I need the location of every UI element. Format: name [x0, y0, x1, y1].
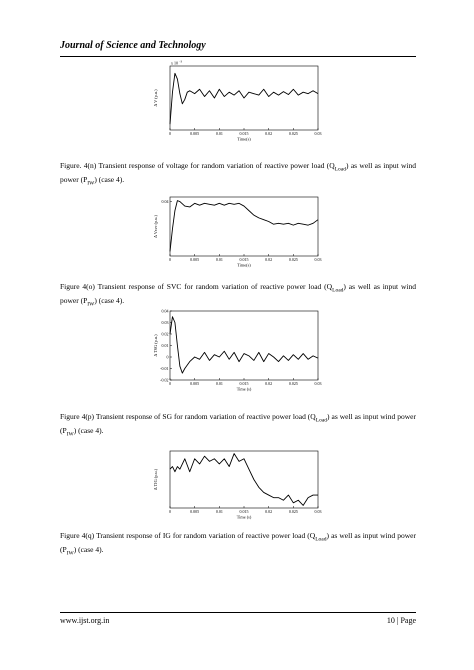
journal-header: Journal of Science and Technology	[60, 40, 206, 51]
x-axis-label: Time(s)	[237, 262, 251, 268]
footer-rule	[60, 612, 416, 613]
x-tick-label: 0.025	[288, 257, 298, 262]
y-axis-label: Δ V (p.u.)	[153, 89, 158, 107]
caption-4q: Figure 4(q) Transient response of IG for random variation of reactive power load $(Q_{Load})$ as well as input wind power $(P_{IW})$ (case 4).	[60, 531, 416, 557]
y-tick-label: -0.01	[160, 365, 169, 371]
y-tick-label: 0.01	[161, 342, 169, 348]
figure-4o	[150, 191, 326, 271]
footer-site: www.ijst.org.in	[60, 616, 110, 625]
x-tick-label: 0	[169, 509, 171, 514]
x-axis-label: Time (s)	[236, 514, 252, 520]
x-tick-label: 0.02	[265, 381, 273, 386]
x-tick-label: 0.03	[314, 257, 322, 262]
x-tick-label: 0	[169, 257, 171, 262]
x-tick-label: 0.03	[314, 131, 322, 136]
x-tick-label: 0	[169, 381, 171, 386]
chart-svc	[150, 191, 326, 271]
y-tick-label: 0.04	[161, 198, 169, 204]
series-line	[170, 317, 318, 373]
caption-4p: Figure 4(p) Transient response of SG for random variation of reactive power load $(Q_{Load})$ as well as input wind power $(P_{IW})$ (case 4).	[60, 412, 416, 438]
caption-4o: Figure 4(o) Transient response of SVC for random variation of reactive power load $(Q_{Load})$ as well as input wind power $(P_{IW})$ (case 4).	[60, 282, 416, 308]
x-tick-label: 0.025	[288, 131, 298, 136]
figure-4p	[150, 305, 326, 395]
x-axis-label: Time(s)	[237, 136, 251, 142]
x-tick-label: 0.03	[314, 381, 322, 386]
header-rule	[60, 56, 416, 57]
x-tick-label: 0.02	[265, 257, 273, 262]
x-tick-label: 0.01	[215, 509, 223, 514]
caption-4n: Figure. 4(n) Transient response of voltage for random variation of reactive power load $(Q_{Load})$ as well as input wind power $(P_{IW})$ (case 4).	[60, 161, 416, 187]
chart-voltage	[150, 60, 326, 145]
y-tick-label: 0	[166, 354, 169, 360]
chart-sg	[150, 305, 326, 395]
series-line	[170, 454, 318, 506]
y-axis-label: Δ Vsvc (p.u.)	[153, 215, 158, 238]
x-tick-label: 0.01	[215, 131, 223, 136]
x-tick-label: 0.015	[239, 257, 249, 262]
chart-ig	[150, 445, 326, 523]
figure-4n	[150, 60, 326, 145]
x-tick-label: 0.01	[215, 381, 223, 386]
series-line	[170, 73, 318, 124]
figure-4q	[150, 445, 326, 523]
x-tick-label: 0.025	[288, 381, 298, 386]
x-tick-label: 0.005	[190, 509, 200, 514]
plot-frame	[170, 311, 318, 380]
y-tick-label: -0.02	[160, 377, 169, 383]
x-tick-label: 0.02	[265, 131, 273, 136]
y-axis-label: Δ TIG (p.u.)	[153, 468, 158, 491]
y-exponent-label: x 10	[171, 60, 178, 66]
x-tick-label: 0.015	[239, 509, 249, 514]
x-tick-label: 0.025	[288, 509, 298, 514]
y-tick-label: 0.02	[161, 331, 169, 337]
y-axis-label: Δ TSG (p.u.)	[153, 334, 158, 357]
x-tick-label: 0.02	[265, 509, 273, 514]
y-tick-label: 0.03	[161, 319, 169, 325]
y-exponent-power: -3	[179, 59, 182, 64]
x-tick-label: 0.01	[215, 257, 223, 262]
x-tick-label: 0.005	[190, 381, 200, 386]
x-tick-label: 0.005	[190, 131, 200, 136]
y-tick-label: 0.04	[161, 308, 169, 314]
x-tick-label: 0	[169, 131, 171, 136]
x-tick-label: 0.015	[239, 131, 249, 136]
x-axis-label: Time (s)	[236, 386, 252, 392]
x-tick-label: 0.005	[190, 257, 200, 262]
x-tick-label: 0.03	[314, 509, 322, 514]
x-tick-label: 0.015	[239, 381, 249, 386]
series-line	[170, 201, 318, 252]
footer-page-number: 10 | Page	[386, 616, 416, 625]
